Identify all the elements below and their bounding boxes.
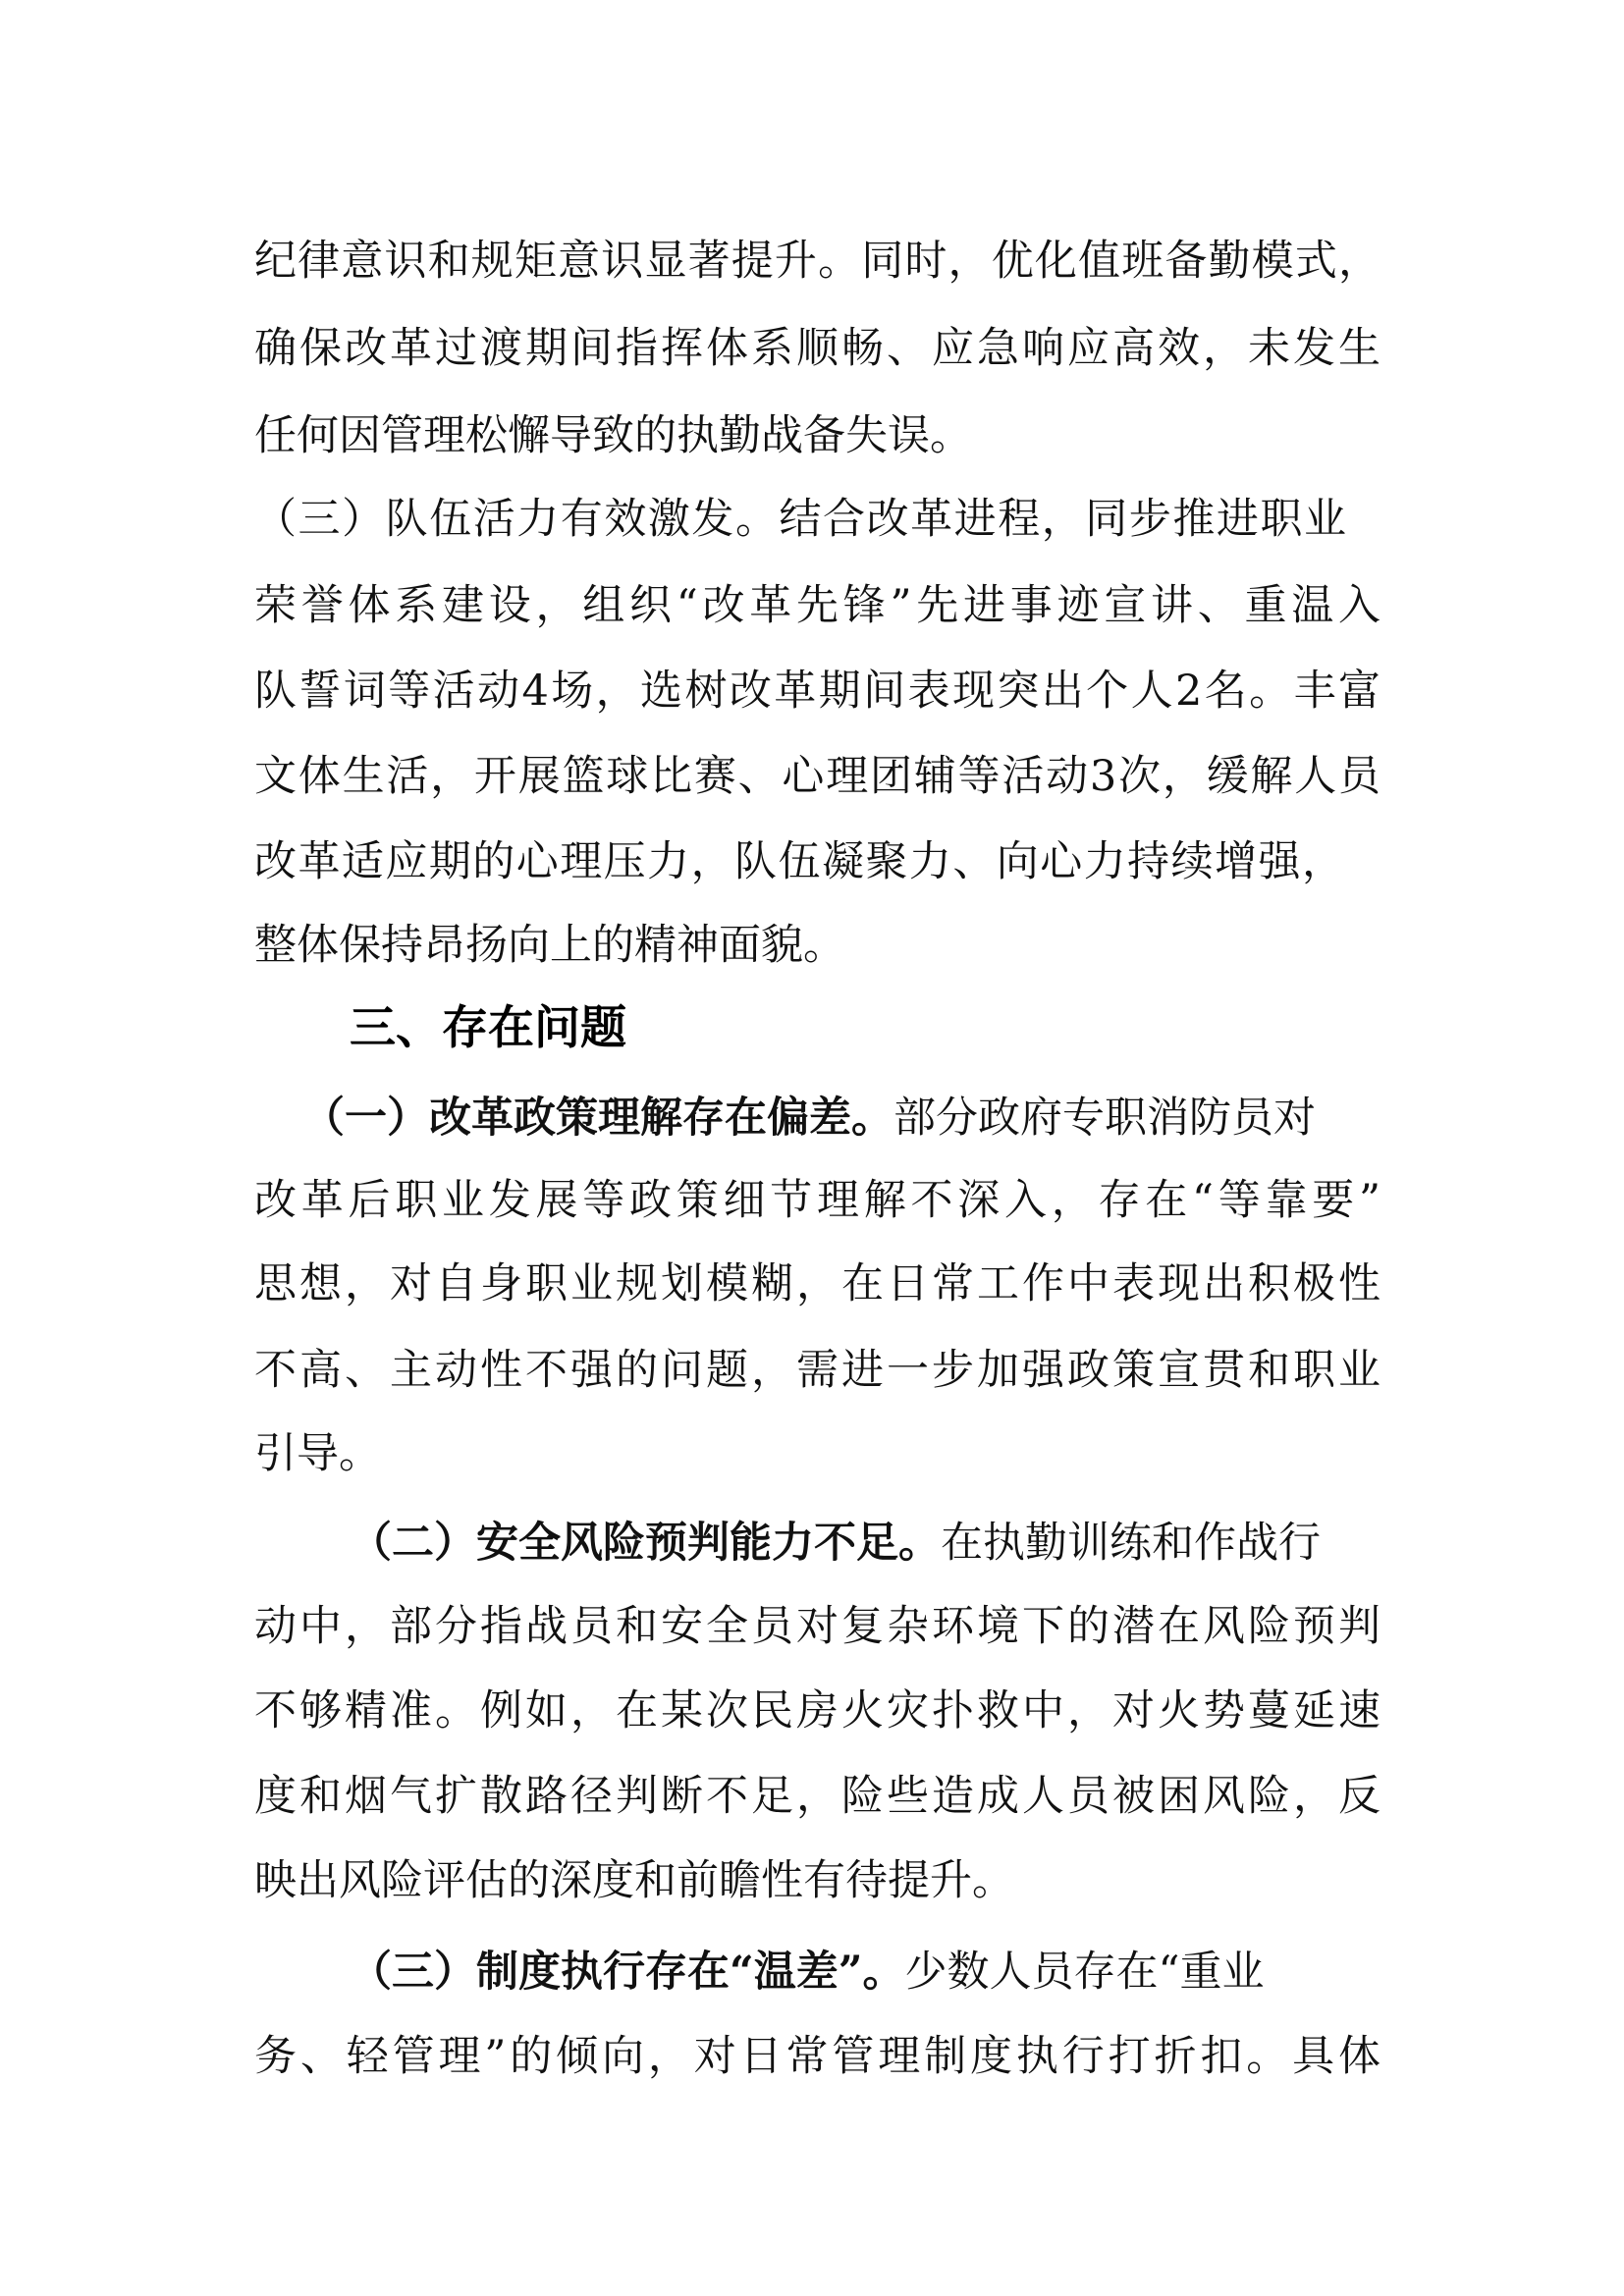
text-line: （三）队伍活力有效激发。结合改革进程，同步推进职业 [254,495,1346,544]
text-line [350,1943,1380,2002]
text-line: 思想，对自身职业规划模糊，在日常工作中表现出积极性 [254,1259,1380,1308]
text-line [350,1514,1380,1573]
text-line: 不够精准。例如，在某次民房火灾扑救中，对火势蔓延速 [254,1686,1380,1735]
text-line [302,1089,1380,1148]
text-line: 引导。 [254,1429,381,1478]
text-line: 整体保持昂扬向上的精神面貌。 [254,921,845,970]
text-line: 任何因管理松懈导致的执勤战备失误。 [254,411,972,460]
text-segment: 在执勤训练和作战行 [941,1519,1321,1568]
section-heading: 三、存在问题 [350,1001,626,1055]
text-line: 文体生活，开展篮球比赛、心理团辅等活动3次，缓解人员 [254,752,1380,801]
text-line: 纪律意识和规矩意识显著提升。同时，优化值班备勤模式， [254,237,1380,286]
text-line: 荣誉体系建设，组织“改革先锋”先进事迹宣讲、重温入 [254,581,1380,630]
text-line: 改革后职业发展等政策细节理解不深入，存在“等靠要” [254,1176,1380,1225]
text-segment: 部分政府专职消防员对 [893,1094,1316,1143]
text-line: 改革适应期的心理压力，队伍凝聚力、向心力持续增强， [254,837,1344,886]
paragraph-lead: （二）安全风险预判能力不足。 [350,1519,941,1568]
text-line: 度和烟气扩散路径判断不足，险些造成人员被困风险，反 [254,1772,1380,1821]
text-line: 映出风险评估的深度和前瞻性有待提升。 [254,1856,1014,1905]
text-line: 不高、主动性不强的问题，需进一步加强政策宣贯和职业 [254,1346,1380,1395]
text-line: 队誓词等活动4场，选树改革期间表现突出个人2名。丰富 [254,667,1380,716]
paragraph-lead: （一）改革政策理解存在偏差。 [302,1094,893,1143]
text-line: 确保改革过渡期间指挥体系顺畅、应急响应高效，未发生 [254,324,1380,373]
text-segment: 少数人员存在“重业 [904,1948,1265,1997]
text-line: 务、轻管理”的倾向，对日常管理制度执行打折扣。具体 [254,2032,1380,2081]
text-line: 动中，部分指战员和安全员对复杂环境下的潜在风险预判 [254,1602,1380,1651]
paragraph-lead: （三）制度执行存在“温差”。 [350,1948,905,1997]
